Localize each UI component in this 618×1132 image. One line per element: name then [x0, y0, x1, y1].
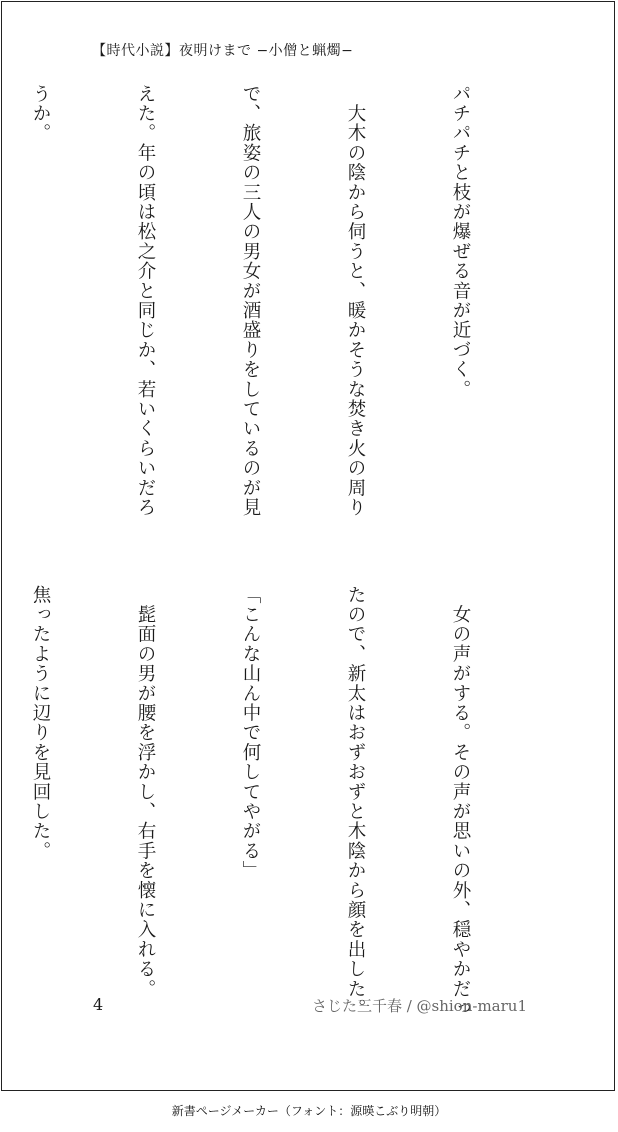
text-line: えた。年の頃は松之介と同じか、若いくらいだろ [135, 84, 156, 518]
page-header-title: 【時代小説】夜明けまで −小僧と蝋燭− [92, 43, 354, 59]
text-line: 焦ったように辺りを見回した。 [30, 585, 51, 861]
text-line: 髭面の男が腰を浮かし、右手を懐に入れる。 [135, 585, 156, 999]
text-line: うか。 [30, 84, 51, 144]
generator-credit: 新書ページメーカー（フォント：源暎こぶり明朝） [171, 1104, 447, 1118]
text-line: で、旅姿の三人の男女が酒盛りをしているのが見 [240, 84, 261, 518]
page-number: 4 [93, 995, 104, 1014]
upper-text-block [0, 84, 548, 520]
lower-text-block [0, 585, 548, 1021]
text-line: 女の声がする。その声が思いの外、穏やかだっ [450, 585, 471, 1019]
text-line: 「こんな山ん中で何してやがる」 [240, 585, 261, 881]
author-credit: さじた三千春 / @shion-maru1 [311, 997, 527, 1015]
text-line: パチパチと枝が爆ぜる音が近づく。 [450, 84, 471, 400]
text-line: 大木の陰から伺うと、暖かそうな焚き火の周り [345, 84, 366, 518]
text-line: たので、新太はおずおずと木陰から顔を出した。 [345, 585, 366, 1019]
page-frame [1, 1, 615, 1091]
